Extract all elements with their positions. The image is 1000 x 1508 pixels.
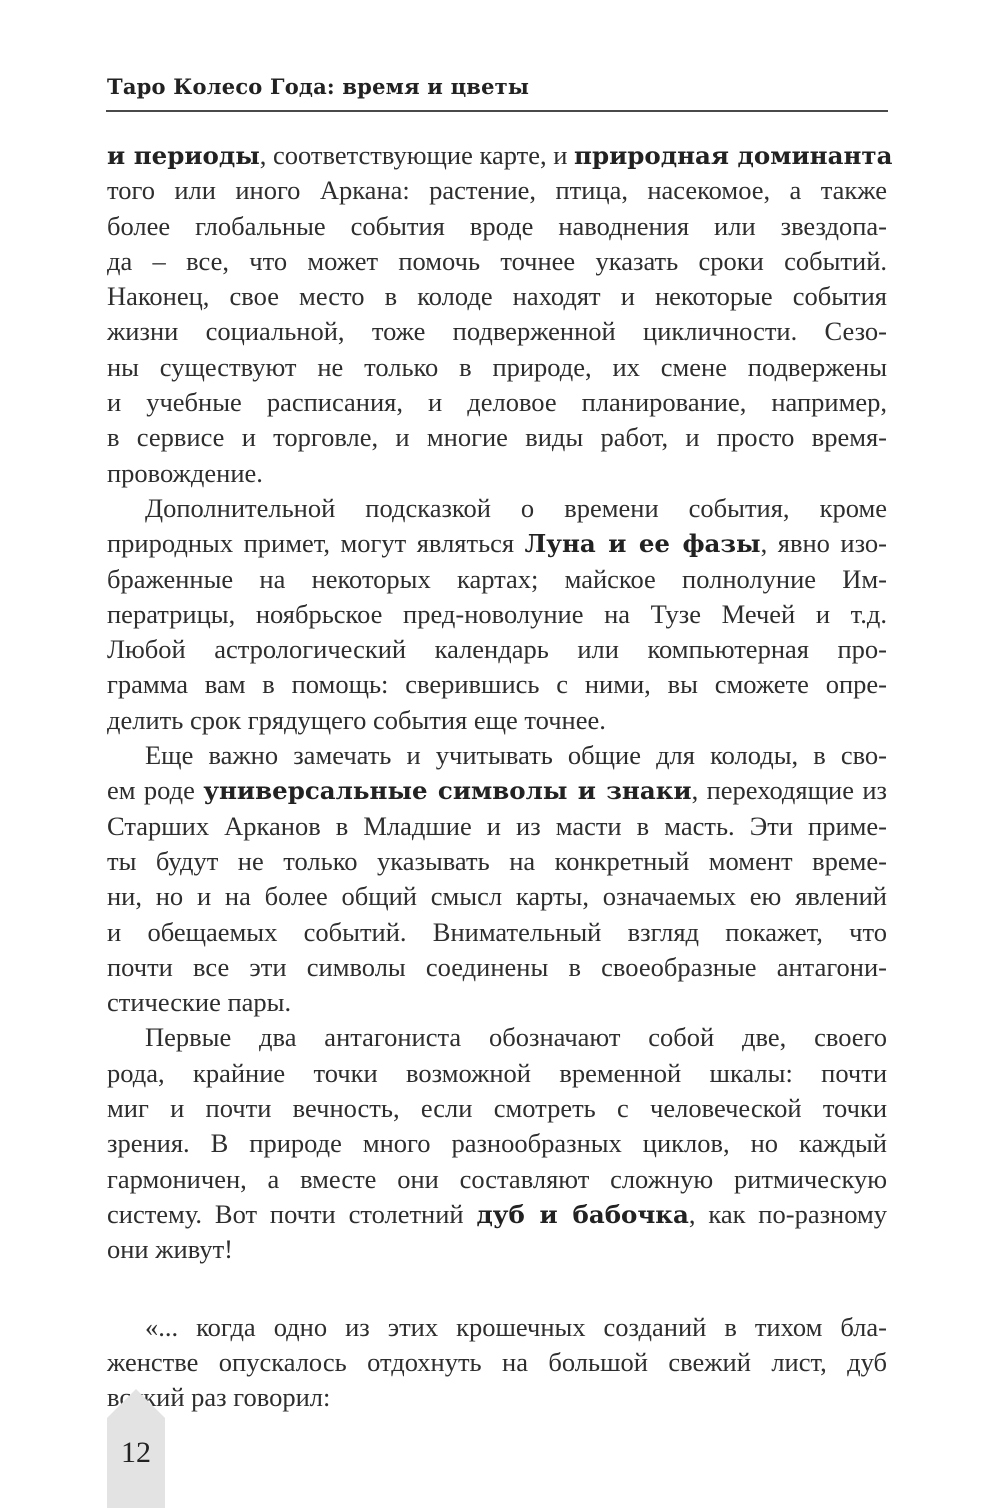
text-line: почти все эти символы соединены в своеобразные антагони- [107,951,887,982]
text-line: женстве опускалось отдохнуть на большой свежий лист, дуб [107,1346,887,1377]
paragraph-2 [107,491,887,738]
text-line: всякий раз говорил: [107,1382,331,1413]
text-line: да – все, что может помочь точнее указать сроки событий. [107,245,887,276]
text-line: жизни социальной, тоже подверженной цикличности. Сезо- [107,316,887,347]
text-line: ны существуют не только в природе, их смене подвержены [107,351,887,382]
text-line: более глобальные события вроде наводнения или звездопа- [107,210,887,241]
text-line: гармоничен, а вместе они составляют сложную ритмическую [107,1163,887,1194]
text-line: делить срок грядущего события еще точнее. [107,704,606,735]
text-line: они живут! [107,1234,233,1265]
paragraph-3 [107,738,887,1020]
bold-term: дуб и бабочка [476,1199,689,1229]
page-number: 12 [121,1436,151,1469]
running-title: Таро Колесо Года: время и цветы [107,74,530,99]
bold-term: универсальные символы и знаки [203,776,692,806]
text-line: миг и почти вечность, если смотреть с человеческой точки [107,1093,887,1124]
paragraph-4 [107,1020,887,1267]
text-line: ни, но и на более общий смысл карты, означаемых ею явлений [107,881,887,912]
text-line: и обещаемых событий. Внимательный взгляд покажет, что [107,916,887,947]
bold-term: Луна и ее фазы [524,529,761,559]
text-line: зрения. В природе много разнообразных циклов, но каждый [107,1128,887,1159]
text-line: Старших Арканов в Младшие и из масти в масть. Эти приме- [107,810,887,841]
text-line: ператрицы, ноябрьское пред-новолуние на Тузе Мечей и т.д. [107,598,887,629]
text-line: «... когда одно из этих крошечных созданий в тихом бла- [145,1311,887,1342]
text-line: и периоды, соответствующие карте, и природная доминанта [107,140,893,170]
text-line: рода, крайние точки возможной временной шкалы: почти [107,1057,887,1088]
bold-term: природная доминанта [574,141,893,170]
page-number-tab [107,1418,165,1508]
text-line: систему. Вот почти столетний дуб и бабочка, как по-разному [107,1198,887,1229]
text-line: стические пары. [107,987,292,1018]
body-text [107,138,893,1415]
text-line: провождение. [107,457,263,488]
text-line: Любой астрологический календарь или компьютерная про- [107,634,887,665]
text-line: и учебные расписания, и деловое планирование, например, [107,387,887,418]
text-line: Еще важно замечать и учитывать общие для колоды, в сво- [145,740,887,771]
text-line: ем роде универсальные символы и знаки, переходящие из [107,775,887,806]
text-line: Первые два антагониста обозначают собой две, своего [145,1022,887,1053]
quote-gap [107,1268,887,1310]
text-line: Дополнительной подсказкой о времени события, кроме [145,492,887,523]
text-line: браженные на некоторых картах; майское полнолуние Им- [107,563,887,594]
text-line: природных примет, могут являться Луна и ее фазы, явно изо- [107,528,887,559]
text-line: того или иного Аркана: растение, птица, насекомое, а также [107,175,887,206]
bold-term: и периоды [107,141,260,170]
text-line: грамма вам в помощь: сверившись с ними, вы сможете опре- [107,669,887,700]
text-line: Наконец, свое место в колоде находят и некоторые события [107,281,887,312]
header-rule [106,110,888,112]
paragraph-1 [107,138,893,491]
text-line: в сервисе и торговле, и многие виды работ, и просто время- [107,422,887,453]
quote-paragraph [107,1310,887,1416]
text-line: ты будут не только указывать на конкретный момент време- [107,845,887,876]
